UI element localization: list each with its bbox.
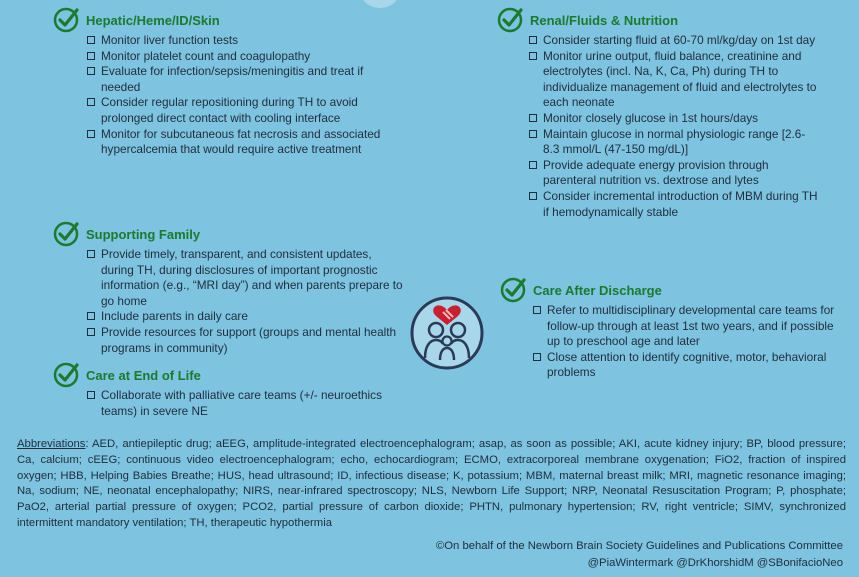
checkbox-icon (533, 306, 541, 314)
section-title: Care at End of Life (86, 368, 201, 383)
section-title: Hepatic/Heme/ID/Skin (86, 13, 220, 28)
abbreviations (17, 437, 846, 532)
checkbox-icon (533, 353, 541, 361)
checkbox-icon (87, 328, 95, 336)
list-item: Consider starting fluid at 60-70 ml/kg/day on 1st day (529, 33, 819, 49)
checkbox-icon (529, 161, 537, 169)
item-list (87, 33, 387, 158)
checkbox-icon (87, 391, 95, 399)
item-list (529, 33, 819, 220)
list-item: Provide resources for support (groups and mental health programs in community) (87, 325, 405, 356)
check-circle-icon (53, 7, 79, 33)
credits-line-2: @PiaWintermark @DrKhorshidM @SBonifacioNeo (587, 557, 843, 569)
section-title: Renal/Fluids & Nutrition (530, 13, 679, 28)
checkbox-icon (529, 36, 537, 44)
list-item: Collaborate with palliative care teams (+/- neuroethics teams) in severe NE (87, 388, 413, 419)
section-title: Supporting Family (86, 227, 201, 242)
checkbox-icon (87, 130, 95, 138)
checkbox-icon (87, 98, 95, 106)
list-item: Maintain glucose in normal physiologic range [2.6-8.3 mmol/L (47-150 mg/dL)] (529, 127, 819, 158)
section-end-of-life (53, 362, 413, 419)
list-item: Monitor platelet count and coagulopathy (87, 49, 387, 65)
list-item: Monitor for subcutaneous fat necrosis and associated hypercalcemia that would require active treatment (87, 127, 387, 158)
checkbox-icon (87, 67, 95, 75)
list-item: Refer to multidisciplinary developmental care teams for follow-up through at least 1st two years, and if possible up to preschool age and later (533, 303, 838, 350)
checkbox-icon (529, 52, 537, 60)
item-list (533, 303, 838, 381)
list-item: Close attention to identify cognitive, motor, behavioral problems (533, 350, 838, 381)
item-list (87, 247, 405, 356)
list-item: Monitor liver function tests (87, 33, 387, 49)
check-circle-icon (497, 7, 523, 33)
checkbox-icon (87, 36, 95, 44)
check-circle-icon (53, 362, 79, 388)
credits (436, 538, 843, 572)
list-item: Consider incremental introduction of MBM during TH if hemodynamically stable (529, 189, 819, 220)
list-item: Monitor closely glucose in 1st hours/days (529, 111, 819, 127)
section-renal (497, 7, 842, 220)
section-title: Care After Discharge (533, 283, 662, 298)
checkbox-icon (87, 250, 95, 258)
check-circle-icon (53, 221, 79, 247)
section-family (53, 221, 413, 356)
list-item: Include parents in daily care (87, 309, 405, 325)
checkbox-icon (87, 52, 95, 60)
abbreviations-text: : AED, antiepileptic drug; aEEG, amplitude-integrated electroencephalogram; asap, as soon as possible; AKI, acute kidney injury; BP, blood pressure; Ca, calcium; cEEG; continuous video electroencephalogram; echo, echocardiogram; ECMO, extracorporeal membrane oxygenation; FiO2, fraction of inspired oxygen; HBB, Helping Babies Breathe; HUS, head ultrasound; ID, infectious disease; K, potassium; MBM, maternal breast milk; MRI, magnetic resonance imaging; Na, sodium; NE, neonatal encephalopathy; NIRS, near-infrared spectroscopy; NLS, Newborn Life Support; NRP, Neonatal Resuscitation Program; P, phosphate; PaO2, arterial partial pressure of oxygen; PCO2, partial pressure of carbon dioxide; PHTN, pulmonary hypertension; RV, right ventricle; SIMV, synchronized intermittent mandatory ventilation; TH, therapeutic hypothermia (17, 438, 846, 529)
check-circle-icon (500, 277, 526, 303)
section-discharge (500, 277, 845, 381)
item-list (87, 388, 413, 419)
family-heart-icon (402, 286, 492, 376)
list-item: Provide timely, transparent, and consistent updates, during TH, during disclosures of important prognostic information (e.g., “MRI day”) and when parents prepare to go home (87, 247, 405, 309)
checkbox-icon (529, 114, 537, 122)
credits-line-1: ©On behalf of the Newborn Brain Society Guidelines and Publications Committee (435, 540, 843, 552)
checkbox-icon (529, 130, 537, 138)
section-hepatic (53, 7, 393, 158)
list-item: Evaluate for infection/sepsis/meningitis and treat if needed (87, 64, 387, 95)
list-item: Provide adequate energy provision through parenteral nutrition vs. dextrose and lytes (529, 158, 819, 189)
list-item: Monitor urine output, fluid balance, creatinine and electrolytes (incl. Na, K, Ca, Ph) during TH to individualize management of fluid and electrolytes to each neonate (529, 49, 819, 111)
list-item: Consider regular repositioning during TH to avoid prolonged direct contact with cooling interface (87, 95, 387, 126)
checkbox-icon (87, 312, 95, 320)
abbreviations-label: Abbreviations (17, 438, 86, 450)
checkbox-icon (529, 192, 537, 200)
